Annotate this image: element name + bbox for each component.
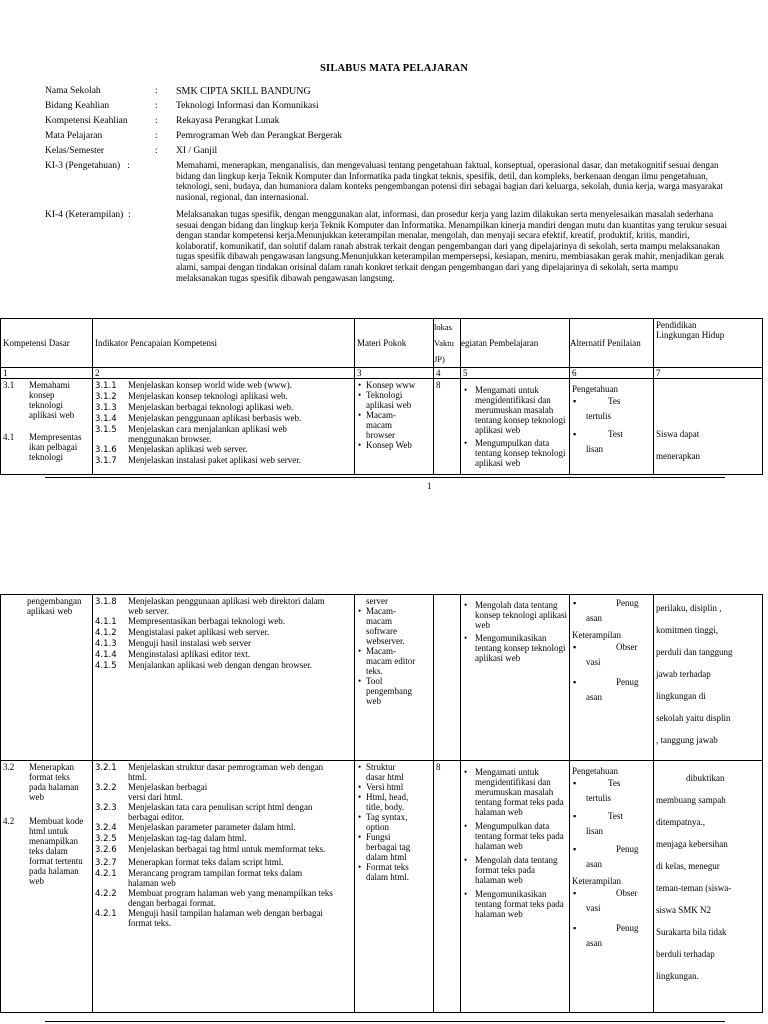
plh-line: siswa SMK N2	[656, 905, 712, 915]
penilaian-title: Keterampilan	[572, 630, 621, 640]
indicator-no: 3.1.4	[95, 414, 117, 424]
materi-item: • Tool pengembang web	[357, 676, 421, 706]
indicator-item	[95, 868, 352, 888]
kd-item	[3, 380, 90, 420]
kegiatan-list	[463, 600, 567, 663]
header-colon: :	[155, 101, 158, 111]
header-label: Mata Pelajaran	[45, 131, 103, 141]
header-text: Indikator Pencapaian Kompetensi	[95, 338, 217, 348]
indicator-text: Menjalankan aplikasi web dengan dengan browser.	[128, 660, 312, 670]
indicator-text: Menjelaskan konsep teknologi aplikasi web.	[128, 391, 288, 401]
materi-cell	[355, 595, 434, 761]
penilaian-a: Test	[608, 811, 623, 821]
indicator-text: Menjelaskan struktur dasar pemrograman web dengan html.	[128, 762, 324, 782]
penilaian-b: asan	[586, 938, 602, 948]
indicator-text: Menjelaskan instalasi paket aplikasi web server.	[128, 455, 301, 465]
indicator-item	[95, 844, 352, 855]
plh-cell	[654, 595, 763, 761]
indicator-no: 4.1.5	[95, 661, 117, 671]
ki4-label: KI-4 (Keterampilan) :	[45, 210, 131, 220]
header-value: XI / Ganjil	[176, 146, 218, 156]
penilaian-item	[572, 842, 651, 872]
indicator-text: Menjelaskan berbagai teknologi aplikasi web.	[128, 402, 294, 412]
header-label: Kompetensi Keahlian	[45, 116, 128, 126]
kd-no: 3.1	[3, 380, 15, 390]
plh-line: perduli dan tanggung	[656, 647, 733, 657]
indicator-item	[95, 413, 352, 424]
header-text: Materi Pokok	[357, 338, 407, 348]
plh-cell	[654, 761, 763, 1013]
indicator-text: Menjelaskan konsep world wide web (www).	[128, 380, 292, 390]
indicator-text: Mengistalasi paket aplikasi web server.	[128, 627, 270, 637]
col-number: 7	[654, 368, 763, 379]
indicator-item	[95, 888, 352, 908]
indicator-item	[95, 660, 352, 671]
materi-item: • Tag syntax, option	[357, 812, 421, 832]
indicator-item	[95, 802, 352, 822]
penilaian-b: vasi	[586, 903, 601, 913]
penilaian-b: tertulis	[586, 411, 611, 421]
page-number: 1	[427, 481, 432, 491]
penilaian-item	[572, 809, 651, 839]
penilaian-a: Tes	[608, 778, 621, 788]
materi-item: • Struktur dasar html	[357, 762, 411, 782]
penilaian-b: asan	[586, 613, 602, 623]
header-label: Nama Sekolah	[45, 86, 101, 96]
indicator-item	[95, 782, 352, 802]
indicator-text: Merancang program tampilan format teks dalam halaman web	[128, 868, 303, 888]
plh-line: jawab terhadap	[656, 669, 711, 679]
plh-line: sekolah yaitu displin	[656, 713, 731, 723]
header-label: Bidang Keahlian	[45, 101, 110, 111]
materi-item: • Konsep Web	[357, 440, 431, 450]
materi-list	[357, 380, 431, 450]
plh-line: menerapkan	[656, 451, 700, 461]
header-penilaian	[570, 319, 654, 368]
penilaian-list	[572, 886, 651, 951]
kegiatan-item: • Mengolah data tentang konsep teknologi aplikasi web	[463, 600, 567, 630]
col-number: 3	[355, 368, 434, 379]
indicator-text: Menerapkan format teks dalam script html.	[128, 857, 284, 867]
penilaian-a: Penug	[616, 598, 639, 608]
plh-line: komitmen tinggi,	[656, 625, 718, 635]
kd-text: Mempresentas ikan pelbagai teknologi	[29, 432, 82, 462]
indicator-text: Mempresentasikan berbagai teknologi web.	[128, 616, 285, 626]
kd-text: Membuat kode html untuk menampilkan teks dalam format tertentu pada halaman web	[29, 816, 84, 886]
kd-no: 4.1	[3, 432, 15, 442]
kd-no: 4.2	[3, 816, 15, 826]
penilaian-b: asan	[586, 859, 602, 869]
header-colon: :	[155, 116, 158, 126]
indicator-text: Menjelaskan tata cara penulisan script html dengan berbagai editor.	[128, 802, 313, 822]
penilaian-item	[572, 640, 651, 670]
indikator-cell	[93, 379, 355, 475]
materi-list	[357, 606, 431, 706]
kegiatan-item: • Mengolah data tentang format teks pada halaman web	[463, 855, 567, 885]
syllabus-table-page1	[0, 318, 763, 475]
plh-line: berduli terhadap	[656, 949, 715, 959]
indicator-no: 3.2.6	[95, 845, 117, 855]
indicator-text: Menguji hasil tampilan halaman web dengan berbagai format teks.	[128, 908, 323, 928]
header-value: Teknologi Informasi dan Komunikasi	[176, 101, 319, 111]
ki4-text: Melaksanakan tugas spesifik, dengan menggunakan alat, informasi, dan prosedur kerja yang lazim dilakukan serta menyelesaikan masalah sederhana sesuai dengan bidang dan lingkup kerja Teknik Komputer dan Informatika. Menampilkan kinerja mandiri dengan mutu dan kuantitas yang terukur sesuai dengan standar kompetensi kerja.Menunjukkan keterampilan menalar, mengolah, dan menyaji secara efektif, kreatif, produktif, kritis, mandiri, kolaboratif, komunikatif, dan solutif dalam ranah abstrak terkait dengan pengembangan dari yang dipelajarinya di sekolah, serta mampu melaksanakan tugas spesifik dibawah pengawasan langsung.Menunjukkan keterampilan mempersepsi, kesiapan, meniru, membiasakan gerak mahir, menjadikan gerak alami, sampai dengan tindakan orisinal dalam ranah konkret terkait dengan pengembangan dari yang dipelajarinya di sekolah, serta mampu melaksanakan tugas spesifik dibawah pengawasan langsung.	[176, 209, 728, 283]
header-alokasi	[434, 319, 461, 368]
header-indikator	[93, 319, 355, 368]
penilaian-title: Keterampilan	[572, 876, 621, 886]
indicator-text: Menjelaskan penggunaan aplikasi berbasis web.	[128, 413, 302, 423]
page-footer-rule	[45, 1021, 725, 1022]
penilaian-a: Penug	[616, 923, 639, 933]
indicator-item	[95, 822, 352, 833]
materi-cell	[355, 379, 434, 475]
penilaian-item	[572, 675, 651, 705]
indicator-no: 4.2.1	[95, 909, 117, 919]
indicator-item	[95, 596, 352, 616]
plh-line: ditempatnya.,	[656, 817, 705, 827]
indicator-no: 4.1.4	[95, 650, 117, 660]
indicator-text: Menjelaskan berbagai tag html untuk memformat teks.	[128, 844, 326, 854]
indicator-item	[95, 649, 352, 660]
syllabus-table-page2	[0, 594, 763, 1013]
kd-text: Memahami konsep teknologi aplikasi web	[29, 380, 75, 420]
alokasi-cell: 8	[434, 379, 461, 475]
indicator-no: 4.2.2	[95, 889, 117, 899]
indikator-cell	[93, 761, 355, 1013]
alokasi-cell: 8	[434, 761, 461, 1013]
materi-item: • Fungsi berbagai tag dalam html	[357, 832, 421, 862]
indicator-no: 3.2.7	[95, 858, 117, 868]
kegiatan-cell	[461, 379, 570, 475]
materi-item: • Versi html	[357, 782, 431, 792]
indicator-no: 3.1.6	[95, 445, 117, 455]
plh-line: teman-teman (siswa-	[656, 883, 732, 893]
kegiatan-list	[463, 767, 567, 919]
plh-line: membuang sampah	[656, 795, 726, 805]
indicator-text: Menjelaskan penggunaan aplikasi web direktori dalam web server.	[128, 596, 325, 616]
col-number: 5	[461, 368, 570, 379]
materi-continued: server	[366, 596, 388, 606]
plh-line: lingkungan di	[656, 691, 706, 701]
kegiatan-list	[463, 385, 567, 468]
materi-item: • Macam-macam software webserver.	[357, 606, 416, 646]
plh-line: perilaku, disiplin ,	[656, 603, 722, 613]
indicator-item	[95, 391, 352, 402]
header-plh	[654, 319, 763, 368]
penilaian-a: Penug	[616, 677, 639, 687]
penilaian-b: lisan	[586, 444, 603, 454]
header-text: Kompetensi Dasar	[3, 338, 70, 348]
materi-list	[357, 762, 431, 882]
kegiatan-item: • Mengumpulkan data tentang format teks pada halaman web	[463, 821, 567, 851]
penilaian-item	[572, 776, 651, 806]
header-kegiatan	[461, 319, 570, 368]
penilaian-cell	[570, 761, 654, 1013]
indicator-item	[95, 455, 352, 466]
penilaian-title: Pengetahuan	[572, 766, 618, 776]
penilaian-b: asan	[586, 692, 602, 702]
kegiatan-item: • Mengomunikasikan tentang format teks pada halaman web	[463, 889, 567, 919]
indicator-item	[95, 380, 352, 391]
indicator-no: 3.2.4	[95, 823, 117, 833]
alokasi-cell	[434, 595, 461, 761]
penilaian-title: Pengetahuan	[572, 384, 618, 394]
indicator-no: 3.2.3	[95, 803, 117, 813]
header-kompetensi-dasar	[1, 319, 93, 368]
materi-item: • Teknologi aplikasi web	[357, 390, 431, 410]
col-number: 6	[570, 368, 654, 379]
kegiatan-cell	[461, 761, 570, 1013]
indicator-text: Menguji hasil instalasi web server	[128, 638, 251, 648]
materi-item: • Format teks dalam html.	[357, 862, 421, 882]
header-colon: :	[155, 86, 158, 96]
indicator-item	[95, 402, 352, 413]
indicator-no: 3.1.7	[95, 456, 117, 466]
indicator-item	[95, 762, 352, 782]
materi-item: • Html, head, title, body.	[357, 792, 426, 812]
penilaian-b: tertulis	[586, 793, 611, 803]
penilaian-a: Obser	[616, 642, 638, 652]
page-title: SILABUS MATA PELAJARAN	[320, 63, 469, 74]
kegiatan-item: • Mengamati untuk mengidentifikasi dan merumuskan masalah tentang konsep teknologi aplikasi web	[463, 385, 567, 435]
indicator-item	[95, 627, 352, 638]
indicator-item	[95, 444, 352, 455]
plh-line: Siswa dapat	[656, 429, 700, 439]
plh-line: , tanggung jawab	[656, 735, 718, 745]
header-value: SMK CIPTA SKILL BANDUNG	[176, 86, 311, 97]
indicator-no: 4.1.2	[95, 628, 117, 638]
plh-line: menjaga kebersihan	[656, 839, 728, 849]
indicator-text: Menjelaskan aplikasi web server.	[128, 444, 248, 454]
ki3-label: KI-3 (Pengetahuan) :	[45, 161, 130, 171]
kd-item	[3, 816, 90, 886]
indicator-text: Menjelaskan parameter parameter dalam html.	[128, 822, 296, 832]
penilaian-list	[572, 596, 651, 626]
penilaian-cell	[570, 379, 654, 475]
indicator-item	[95, 833, 352, 844]
penilaian-item	[572, 886, 651, 916]
kegiatan-cell	[461, 595, 570, 761]
penilaian-a: Penug	[616, 844, 639, 854]
indicator-no: 4.2.1	[95, 869, 117, 879]
page-footer-rule	[45, 477, 725, 478]
plh-line: lingkungan.	[656, 971, 699, 981]
penilaian-list	[572, 640, 651, 705]
col-number: 2	[93, 368, 355, 379]
penilaian-item	[572, 596, 651, 626]
ki3-text: Memahami, menerapkan, menganalisis, dan mengevaluasi tentang pengetahuan faktual, konseptual, operasional dasar, dan metakognitif sesuai dengan bidang dan lingkup kerja Teknik Komputer dan Informatika pada tingkat teknis, spesifik, detil, dan kompleks, berkenaan dengan ilmu pengetahuan, teknologi, seni, budaya, dan humaniora dalam konteks pengembangan potensi diri sebagai bagian dari keluarga, sekolah, dunia kerja, warga masyarakat nasional, regional, dan internasional.	[176, 160, 723, 202]
kd-cell	[1, 761, 93, 1013]
indicator-text: Membuat program halaman web yang menampilkan teks dengan berbagai format.	[128, 888, 333, 908]
plh-line: dibuktikan	[686, 773, 725, 783]
header-text: Vaktu	[434, 338, 454, 348]
indicator-no: 3.1.3	[95, 403, 117, 413]
kd-text: Menerapkan format teks pada halaman web	[29, 762, 79, 802]
header-text: JP)	[434, 354, 445, 364]
indicator-no: 3.2.2	[95, 783, 117, 793]
kegiatan-item: • Mengumpulkan data tentang konsep teknologi aplikasi web	[463, 438, 567, 468]
kegiatan-item: • Mengamati untuk mengidentifikasi dan merumuskan masalah tentang format teks pada halaman web	[463, 767, 567, 817]
penilaian-cell	[570, 595, 654, 761]
header-text: Pendidikan Lingkungan Hidup	[656, 320, 725, 340]
penilaian-b: lisan	[586, 826, 603, 836]
indicator-text: Menginstalasi aplikasi editor text.	[128, 649, 250, 659]
indicator-item	[95, 638, 352, 649]
penilaian-a: Test	[608, 429, 623, 439]
indicator-no: 4.1.3	[95, 639, 117, 649]
header-materi	[355, 319, 434, 368]
materi-item: • Macam-macam browser	[357, 410, 411, 440]
indicator-item	[95, 424, 352, 444]
indicator-text: Menjelaskan tag-tag dalam html.	[128, 833, 247, 843]
indicator-no: 3.1.2	[95, 392, 117, 402]
indicator-no: 3.1.5	[95, 425, 117, 435]
materi-cell	[355, 761, 434, 1013]
indicator-item	[95, 857, 352, 868]
penilaian-item	[572, 427, 651, 457]
kd-text: pengembangan aplikasi web	[27, 596, 82, 616]
indicator-no: 3.2.1	[95, 763, 117, 773]
indicator-item	[95, 616, 352, 627]
header-value: Pemrograman Web dan Perangkat Bergerak	[176, 131, 343, 141]
header-text: egiatan Pembelajaran	[461, 338, 539, 348]
kd-cell	[1, 379, 93, 475]
indicator-item	[95, 908, 352, 928]
col-number: 4	[434, 368, 461, 379]
kd-item	[3, 762, 90, 802]
penilaian-list	[572, 394, 651, 457]
kegiatan-item: • Mengomunikasikan tentang konsep teknologi aplikasi web	[463, 633, 567, 663]
penilaian-item	[572, 394, 651, 424]
materi-item: • Macam-macam editor teks.	[357, 646, 416, 676]
indicator-no: 4.1.1	[95, 617, 117, 627]
penilaian-a: Tes	[608, 396, 621, 406]
header-text: Alternatif Penilaian	[570, 338, 641, 348]
indicator-text: Menjelaskan cara menjalankan aplikasi web menggunakan browser.	[128, 424, 287, 444]
penilaian-b: vasi	[586, 657, 601, 667]
plh-line: di kelas, menegur	[656, 861, 720, 871]
header-value: Rekayasa Perangkat Lunak	[176, 116, 280, 126]
indicator-text: Menjelaskan berbagai versi dari html.	[128, 782, 208, 802]
col-number: 1	[1, 368, 93, 379]
penilaian-list	[572, 776, 651, 872]
header-label: Kelas/Semester	[45, 146, 105, 156]
indicator-no: 3.1.8	[95, 597, 117, 607]
penilaian-item	[572, 921, 651, 951]
indicator-no: 3.1.1	[95, 381, 117, 391]
kd-no: 3.2	[3, 762, 15, 772]
header-colon: :	[155, 131, 158, 141]
materi-item: • Konsep www	[357, 380, 421, 390]
plh-line: Surakarta bila tidak	[656, 927, 727, 937]
kd-cell	[1, 595, 93, 761]
kd-item	[3, 432, 90, 462]
penilaian-a: Obser	[616, 888, 638, 898]
indikator-cell	[93, 595, 355, 761]
header-colon: :	[155, 146, 158, 156]
header-text: lokas	[434, 322, 452, 332]
indicator-no: 3.2.5	[95, 834, 117, 844]
plh-cell	[654, 379, 763, 475]
